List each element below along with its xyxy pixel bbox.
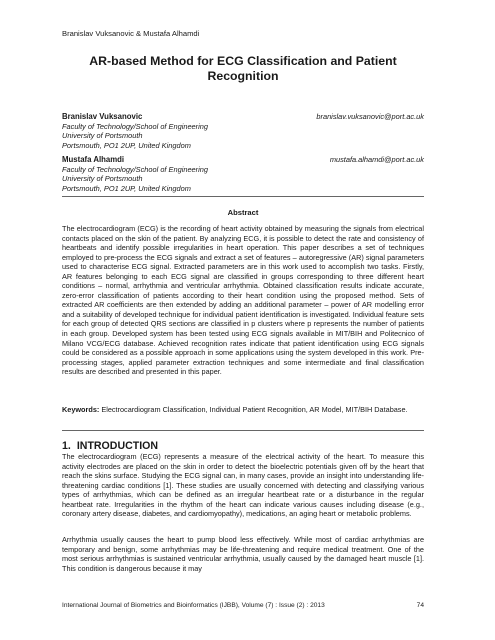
divider — [62, 196, 424, 197]
keywords — [62, 405, 424, 415]
author-name: Mustafa Alhamdi — [62, 155, 125, 164]
author-affiliation-line: Portsmouth, PO1 2UP, United Kingdom — [62, 140, 191, 150]
intro-paragraph-2: Arrhythmia usually causes the heart to pump blood less effectively. While most of cardiac arrhythmias are temporary and benign, some arrhythmias may be life-threatening and require medical treatment. One of the most serious arrhythmias is sustained ventricular arrhythmia, usually caused by the damaged heart muscle [1]. This condition is dangerous because it may — [62, 535, 424, 573]
intro-paragraph-1: The electrocardiogram (ECG) represents a measure of the electrical activity of the heart. To measure this activity electrodes are placed on the skin in order to detect the bioelectric potentials given off by the heart that reach the skins surface. Studying the ECG signal can, in many cases, provide an insight into understanding life-threatening cardiac conditions [1]. These studies are usually concerned with detecting and classifying various types of arrhythmias, which can be defined as an irregular heartbeat rate or a disturbance in the regular heartbeat rate. Irregularities in the rhythm of the heart can indicate various causes including disease (e.g., coronary artery disease, diabetes, and cardiomyopathy), medications, an aging heart or metabolic problems. — [62, 452, 424, 519]
abstract-text: The electrocardiogram (ECG) is the recording of heart activity obtained by measuring the signals from electrical contacts placed on the skin of the patient. By analyzing ECG, it is possible to detect the rate and consistency of heartbeats and identify possible irregularities in heart operation. This paper describes a set of techniques employed to pre-process the ECG signals and extract a set of features – autoregressive (AR) signal parameters used to characterise ECG signal. Extracted parameters are in this work used to accomplish two tasks. Firstly, AR features belonging to each ECG signal are classified in groups corresponding to three different heart conditions – normal, arrhythmia and ventricular arrhythmia. Obtained classification results indicate accurate, zero-error classification of patients according to their heart condition using the proposed method. Sets of extracted AR coefficients are then extended by adding an additional parameter – power of AR modelling error and a suitability of developed technique for individual patient identification is investigated. Individual feature sets for each group of detected QRS sections are classified in p clusters where p represents the number of patients in each group. Developed system has been tested using ECG signals available in MIT/BIH and Politecnico of Milano VCG/ECG database. Achieved recognition rates indicate that patient identification using ECG signals could be considered as a possible approach in some applications using the system developed in this work. Pre-processing stages, applied parameter extraction techniques and some intermediate and final classification results are described and presented in this paper. — [62, 224, 424, 377]
paper-title — [62, 54, 424, 84]
keywords-text: Electrocardiogram Classification, Individual Patient Recognition, AR Model, MIT/BIH Database. — [99, 405, 408, 414]
divider — [62, 430, 424, 431]
title-line-2: Recognition — [207, 69, 279, 83]
author-name: Branislav Vuksanovic — [62, 112, 143, 121]
author-affiliation-line: Portsmouth, PO1 2UP, United Kingdom — [62, 183, 191, 193]
footer-journal: International Journal of Biometrics and Bioinformatics (IJBB), Volume (7) : Issue (2) : 2013 — [62, 602, 325, 609]
author-block-1 — [62, 112, 424, 150]
author-affiliation-line: University of Portsmouth — [62, 174, 143, 184]
page-number: 74 — [416, 602, 424, 609]
abstract-heading: Abstract — [227, 208, 259, 217]
author-block-2 — [62, 155, 424, 193]
author-affiliation-line: Faculty of Technology/School of Engineering — [62, 121, 208, 131]
section-title: INTRODUCTION — [76, 440, 159, 452]
running-head: Branislav Vuksanovic & Mustafa Alhamdi — [62, 29, 200, 38]
section-heading — [62, 440, 164, 452]
page-footer — [62, 602, 424, 609]
author-affiliation-line: University of Portsmouth — [62, 131, 143, 141]
keywords-label: Keywords: — [62, 405, 100, 414]
author-affiliation-line: Faculty of Technology/School of Engineering — [62, 164, 208, 174]
title-line-1: AR-based Method for ECG Classification and Patient — [89, 54, 397, 68]
author-email[interactable]: branislav.vuksanovic@port.ac.uk — [316, 112, 424, 121]
author-email[interactable]: mustafa.alhamdi@port.ac.uk — [329, 155, 424, 164]
section-number: 1. — [62, 440, 71, 452]
